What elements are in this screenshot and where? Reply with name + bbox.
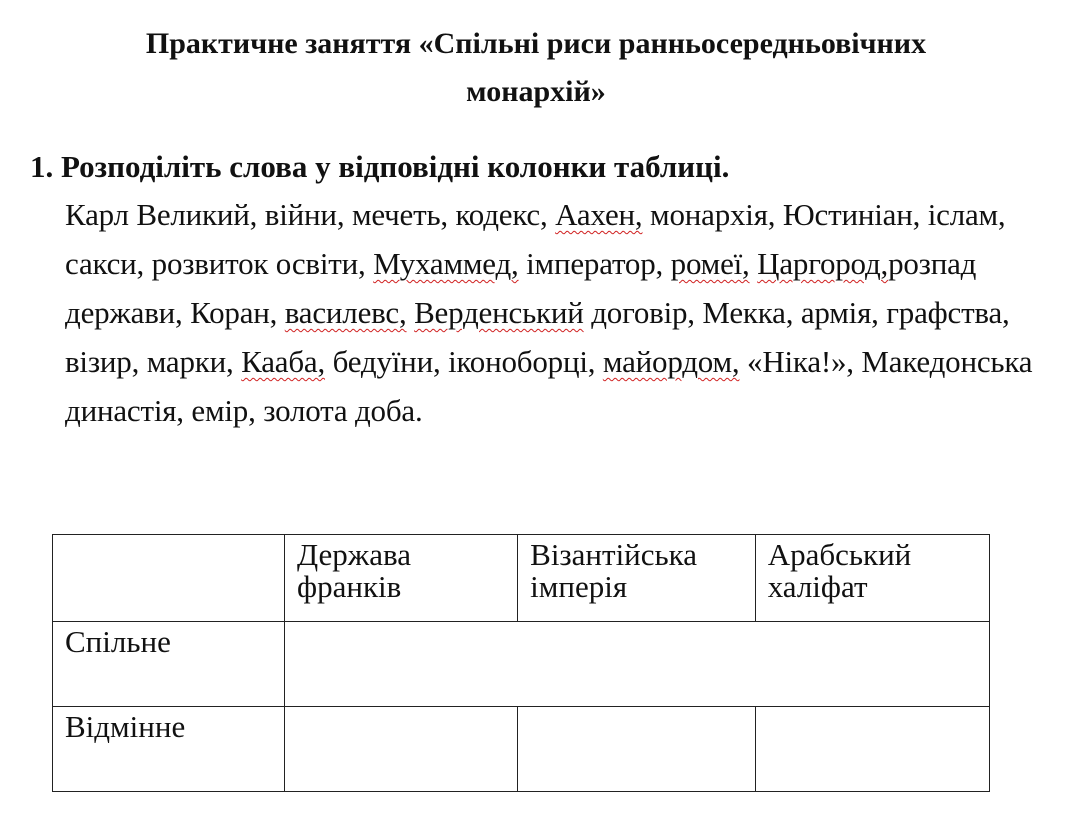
word: іконоборці,	[448, 344, 596, 379]
row-label: Спільне	[53, 622, 285, 707]
word: Македонська	[861, 344, 1033, 379]
word: розвиток освіти,	[151, 246, 366, 281]
table-header-cell: Арабський халіфат	[755, 535, 989, 622]
word: василевс,	[284, 295, 407, 330]
word-list	[30, 190, 1060, 435]
task-1	[30, 144, 1060, 435]
word: марки,	[146, 344, 234, 379]
word: емір,	[191, 393, 256, 428]
word: іслам,	[927, 197, 1006, 232]
word: розпад держави,	[65, 246, 977, 330]
table-header-cell: Візантійська імперія	[518, 535, 756, 622]
task-heading: 1. Розподіліть слова у відповідні колонки таблиці.	[30, 149, 730, 184]
word: договір,	[591, 295, 695, 330]
word: кодекс,	[455, 197, 548, 232]
table-header-cell	[53, 535, 285, 622]
word: мечеть,	[351, 197, 448, 232]
title-line-1: Практичне заняття «Спільні риси ранньосередньовічних	[145, 27, 927, 60]
word: Верденський	[414, 295, 584, 330]
sorting-table	[52, 534, 990, 792]
word: золота доба.	[263, 393, 423, 428]
table-header-cell: Держава франків	[285, 535, 518, 622]
word: Кааба,	[241, 344, 326, 379]
word: ромеї,	[670, 246, 750, 281]
word: візир,	[65, 344, 140, 379]
word: сакси,	[65, 246, 145, 281]
word: війни,	[264, 197, 345, 232]
answer-cell-common[interactable]	[285, 622, 990, 707]
word: Царгород,	[757, 246, 889, 281]
word: армія,	[800, 295, 879, 330]
word: Мухаммед,	[373, 246, 519, 281]
word: бедуїни,	[332, 344, 441, 379]
table-row	[53, 622, 990, 707]
page-title	[0, 20, 1072, 116]
word: «Ніка!»,	[747, 344, 854, 379]
word: династія,	[65, 393, 184, 428]
word: монархія,	[650, 197, 776, 232]
word: Юстиніан,	[782, 197, 921, 232]
word: графства,	[886, 295, 1010, 330]
answer-cell[interactable]	[755, 707, 989, 792]
title-line-2: монархій»	[466, 75, 606, 108]
word: Коран,	[190, 295, 278, 330]
table-header-row	[53, 535, 990, 622]
answer-cell[interactable]	[518, 707, 756, 792]
word: імператор,	[526, 246, 664, 281]
answer-cell[interactable]	[285, 707, 518, 792]
table-row	[53, 707, 990, 792]
word: майордом,	[602, 344, 740, 379]
word: Карл Великий,	[65, 197, 258, 232]
word: Аахен,	[555, 197, 643, 232]
word: Мекка,	[702, 295, 794, 330]
row-label: Відмінне	[53, 707, 285, 792]
